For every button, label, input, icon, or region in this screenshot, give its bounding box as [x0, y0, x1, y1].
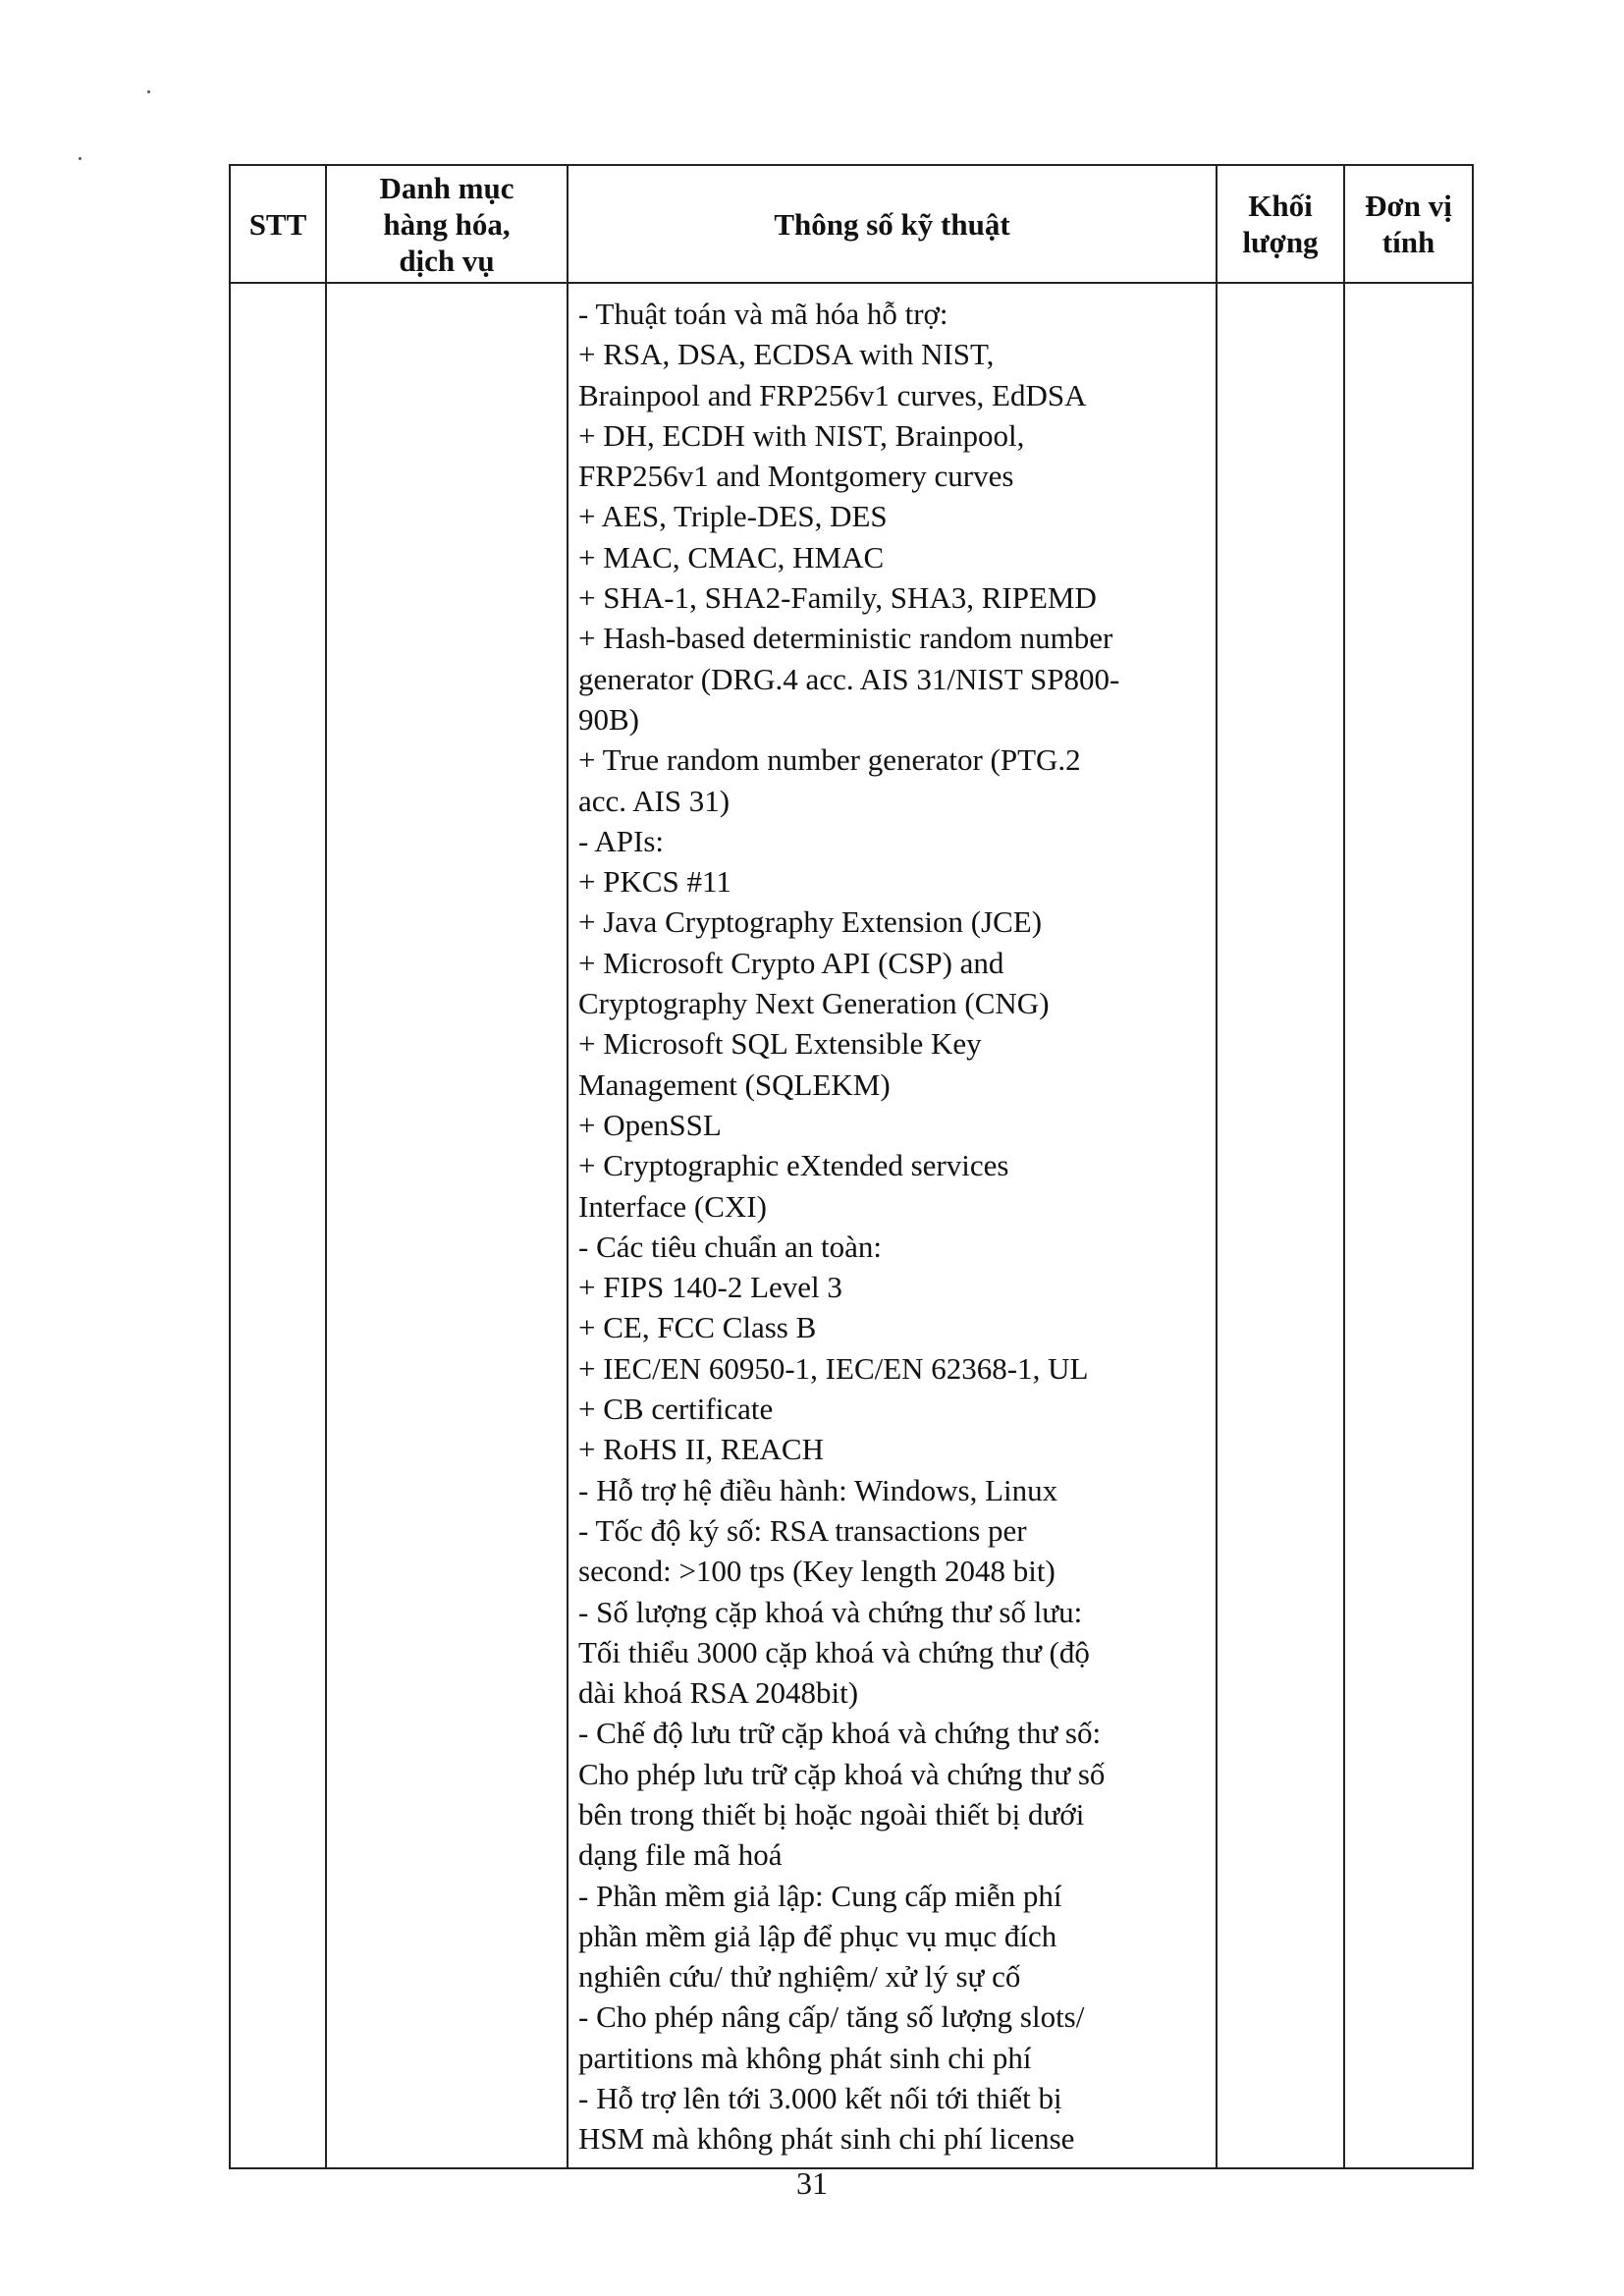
- spec-line: - Cho phép nâng cấp/ tăng số lượng slots/: [578, 1999, 1085, 2035]
- spec-line: HSM mà không phát sinh chi phí license: [578, 2121, 1075, 2157]
- spec-line: - Thuật toán và mã hóa hỗ trợ:: [578, 297, 948, 331]
- spec-line: - Hỗ trợ hệ điều hành: Windows, Linux: [578, 1472, 1058, 1507]
- spec-line: + Microsoft Crypto API (CSP) and: [578, 945, 1004, 980]
- spec-line: Brainpool and FRP256v1 curves, EdDSA: [578, 377, 1087, 412]
- table-row: [230, 283, 1473, 2168]
- header-stt: STT: [230, 165, 326, 283]
- spec-line: + Java Cryptography Extension (JCE): [578, 904, 1043, 940]
- spec-line: Cryptography Next Generation (CNG): [578, 986, 1050, 1021]
- spec-line: + OpenSSL: [578, 1107, 722, 1142]
- header-quantity: Khối lượng: [1217, 165, 1344, 283]
- cell-stt: [230, 283, 326, 2168]
- header-category: Danh mục hàng hóa, dịch vụ: [326, 165, 568, 283]
- cell-category: [326, 283, 568, 2168]
- spec-line: + Microsoft SQL Extensible Key: [578, 1026, 982, 1062]
- spec-line: + SHA-1, SHA2-Family, SHA3, RIPEMD: [578, 580, 1097, 616]
- cell-unit: [1344, 283, 1473, 2168]
- spec-line: + Hash-based deterministic random number: [578, 621, 1113, 656]
- spec-lines: [578, 294, 1208, 2159]
- spec-line: + MAC, CMAC, HMAC: [578, 539, 885, 574]
- cell-specs: [568, 283, 1217, 2168]
- spec-line: - Phần mềm giả lập: Cung cấp miễn phí: [578, 1878, 1062, 1913]
- spec-line: + CE, FCC Class B: [578, 1310, 817, 1345]
- spec-line: + FIPS 140-2 Level 3: [578, 1270, 842, 1305]
- header-specs: Thông số kỹ thuật: [568, 165, 1217, 283]
- spec-line: + Cryptographic eXtended services: [578, 1148, 1009, 1183]
- spec-line: nghiên cứu/ thử nghiệm/ xử lý sự cố: [578, 1959, 1021, 1995]
- spec-line: 90B): [578, 701, 639, 737]
- spec-line: partitions mà không phát sinh chi phí: [578, 2040, 1032, 2075]
- spec-line: - Chế độ lưu trữ cặp khoá và chứng thư số:: [578, 1716, 1102, 1751]
- scan-speck: [147, 90, 150, 93]
- cell-quantity: [1217, 283, 1344, 2168]
- spec-line: + RSA, DSA, ECDSA with NIST,: [578, 337, 995, 372]
- spec-line: + RoHS II, REACH: [578, 1432, 824, 1467]
- spec-line: second: >100 tps (Key length 2048 bit): [578, 1554, 1056, 1589]
- spec-line: + CB certificate: [578, 1392, 774, 1427]
- spec-line: - Tốc độ ký số: RSA transactions per: [578, 1512, 1027, 1548]
- spec-line: generator (DRG.4 acc. AIS 31/NIST SP800-: [578, 661, 1120, 696]
- spec-line: FRP256v1 and Montgomery curves: [578, 459, 1014, 494]
- spec-line: Tối thiểu 3000 cặp khoá và chứng thư (độ: [578, 1634, 1090, 1669]
- spec-line: acc. AIS 31): [578, 783, 731, 818]
- scan-speck: [79, 157, 81, 160]
- spec-line: + True random number generator (PTG.2: [578, 742, 1081, 778]
- header-row: [230, 165, 1473, 283]
- spec-table: [229, 164, 1474, 2169]
- spec-line: Management (SQLEKM): [578, 1066, 891, 1102]
- spec-line: + PKCS #11: [578, 864, 731, 900]
- spec-line: phần mềm giả lập để phục vụ mục đích: [578, 1918, 1057, 1953]
- spec-line: Interface (CXI): [578, 1188, 767, 1224]
- spec-line: Cho phép lưu trữ cặp khoá và chứng thư số: [578, 1756, 1106, 1791]
- spec-line: - APIs:: [578, 823, 664, 858]
- spec-line: + IEC/EN 60950-1, IEC/EN 62368-1, UL: [578, 1350, 1089, 1386]
- spec-line: bên trong thiết bị hoặc ngoài thiết bị dưới: [578, 1796, 1085, 1831]
- spec-line: - Các tiêu chuẩn an toàn:: [578, 1229, 883, 1264]
- spec-line: dạng file mã hoá: [578, 1837, 783, 1873]
- spec-line: + AES, Triple-DES, DES: [578, 499, 888, 534]
- header-unit: Đơn vị tính: [1344, 165, 1473, 283]
- spec-line: + DH, ECDH with NIST, Brainpool,: [578, 417, 1025, 453]
- spec-line: - Số lượng cặp khoá và chứng thư số lưu:: [578, 1594, 1083, 1629]
- page-number: 31: [796, 2165, 828, 2201]
- spec-line: - Hỗ trợ lên tới 3.000 kết nối tới thiết bị: [578, 2081, 1062, 2116]
- spec-line: dài khoá RSA 2048bit): [578, 1675, 859, 1711]
